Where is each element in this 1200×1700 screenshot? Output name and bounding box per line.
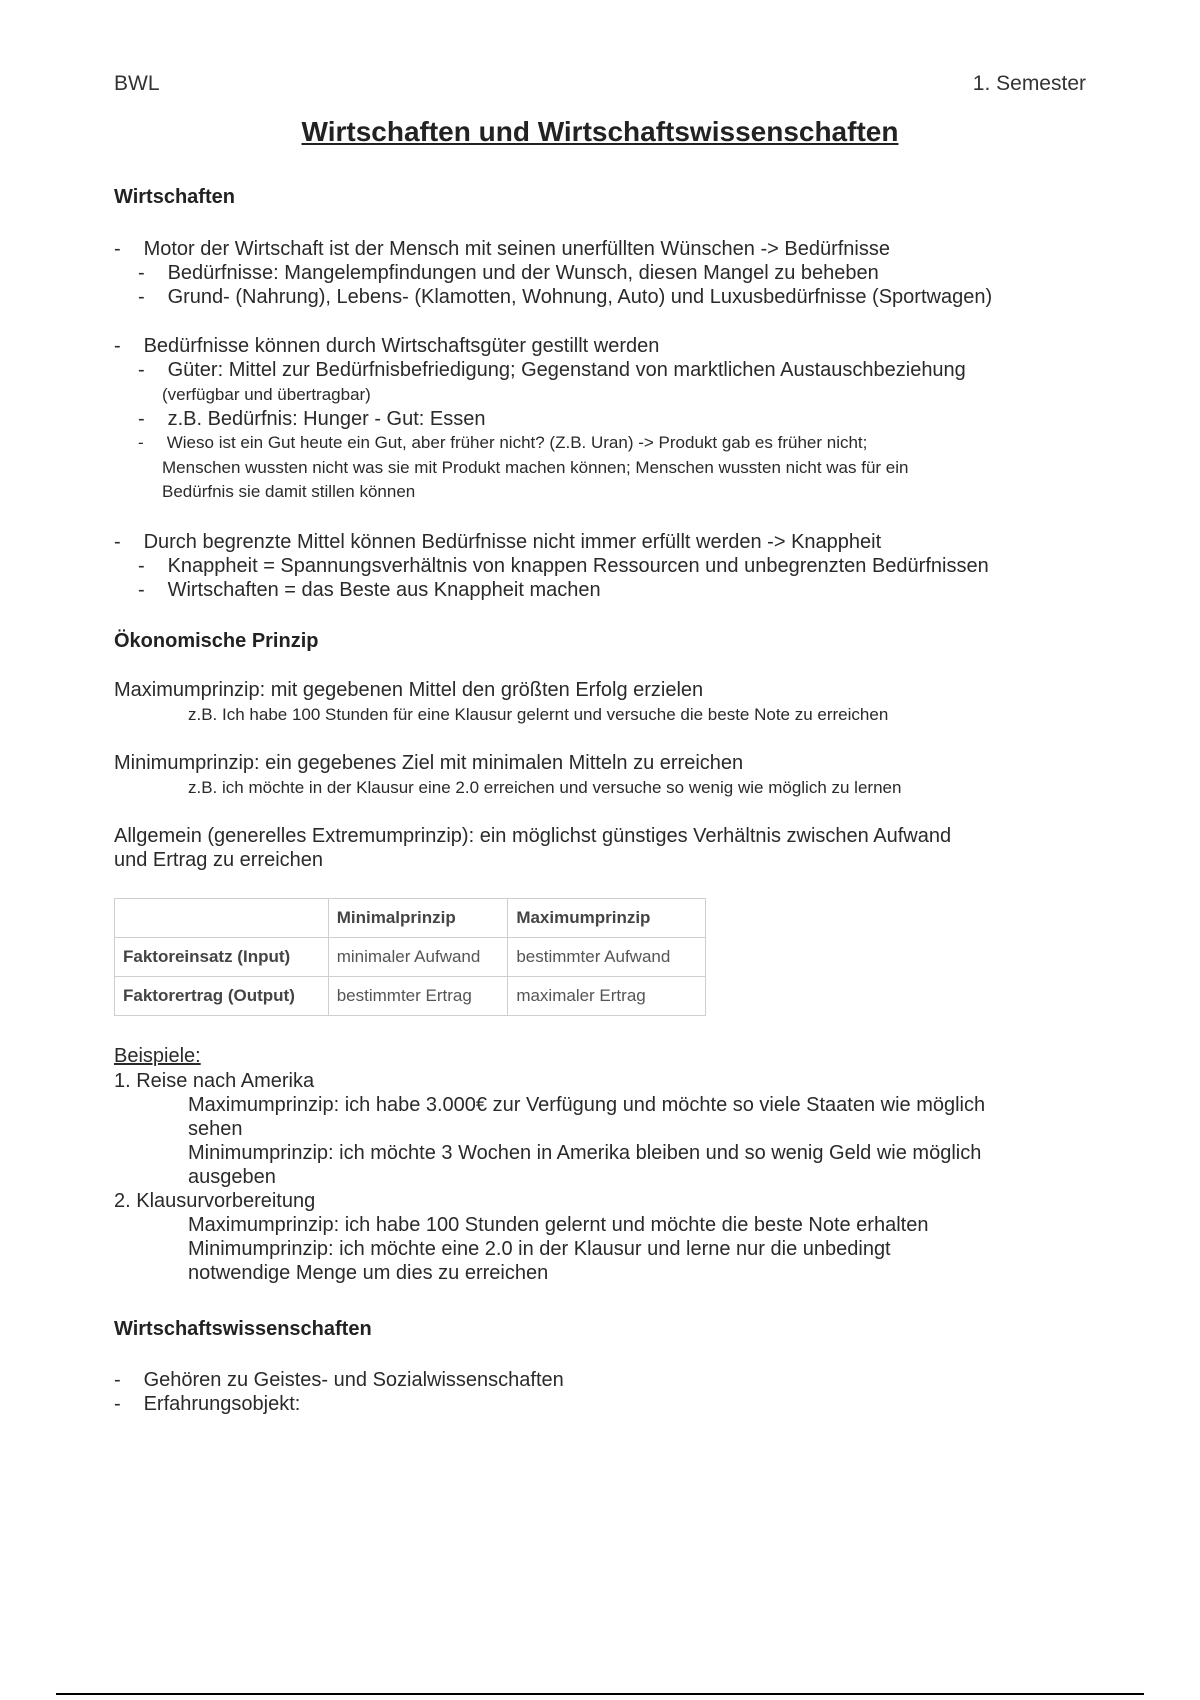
- table-row-header: Faktorertrag (Output): [115, 977, 329, 1016]
- bullet-text: Erfahrungsobjekt:: [143, 1393, 301, 1415]
- general-principle-line: und Ertrag zu erreichen: [114, 849, 324, 871]
- table-cell: bestimmter Ertrag: [328, 977, 508, 1016]
- table-cell: maximaler Ertrag: [508, 977, 706, 1016]
- sub-bullet: [138, 578, 601, 602]
- sub-bullet: [138, 431, 867, 455]
- example-line: Maximumprinzip: ich habe 100 Stunden gelernt und möchte die beste Note erhalten: [188, 1214, 929, 1236]
- bullet-text: Durch begrenzte Mittel können Bedürfnisse nicht immer erfüllt werden -> Knappheit: [143, 531, 882, 553]
- table-header-cell: [115, 899, 329, 938]
- sub-bullet-text: z.B. Bedürfnis: Hunger - Gut: Essen: [167, 408, 486, 430]
- sub-bullet: [138, 358, 966, 382]
- table-cell: minimaler Aufwand: [328, 938, 508, 977]
- bullet-knappheit: [114, 530, 881, 554]
- document-title: Wirtschaften und Wirtschaftswissenschaften: [301, 116, 899, 147]
- example-line: sehen: [188, 1118, 243, 1140]
- header-semester: 1. Semester: [972, 72, 1086, 95]
- example-line: Maximumprinzip: ich habe 3.000€ zur Verfügung und möchte so viele Staaten wie möglich: [188, 1094, 986, 1116]
- sub-bullet: [138, 554, 989, 578]
- minimum-principle-line: Minimumprinzip: ein gegebenes Ziel mit minimalen Mitteln zu erreichen: [114, 752, 744, 774]
- bullet-motor: [114, 237, 890, 261]
- section-heading-okonomische-prinzip: Ökonomische Prinzip: [114, 630, 319, 652]
- principles-table: [114, 898, 706, 1016]
- section-heading-wirtschaften: Wirtschaften: [114, 186, 235, 208]
- bullet-text: Motor der Wirtschaft ist der Mensch mit seinen unerfüllten Wünschen -> Bedürfnisse: [143, 238, 890, 260]
- bullet-text: Bedürfnisse können durch Wirtschaftsgüter gestillt werden: [143, 335, 660, 357]
- sub-bullet: [138, 285, 992, 309]
- bullet-text: Gehören zu Geistes- und Sozialwissenschaften: [143, 1369, 564, 1391]
- sub-bullet-text: Wieso ist ein Gut heute ein Gut, aber früher nicht? (Z.B. Uran) -> Produkt gab es früher nicht;: [166, 433, 868, 452]
- general-principle-line: Allgemein (generelles Extremumprinzip): ein möglichst günstiges Verhältnis zwischen Aufwand: [114, 825, 952, 847]
- sub-bullet-text: Grund- (Nahrung), Lebens- (Klamotten, Wohnung, Auto) und Luxusbedürfnisse (Sportwagen): [167, 286, 993, 308]
- header-subject: BWL: [114, 72, 160, 95]
- sub-bullet-continuation: Bedürfnis sie damit stillen können: [162, 482, 416, 501]
- examples-label: Beispiele:: [114, 1045, 201, 1067]
- table-cell: bestimmter Aufwand: [508, 938, 706, 977]
- example-line: ausgeben: [188, 1166, 276, 1188]
- sub-bullet-continuation: (verfügbar und übertragbar): [162, 385, 371, 404]
- example-line: Minimumprinzip: ich möchte 3 Wochen in Amerika bleiben und so wenig Geld wie möglich: [188, 1142, 982, 1164]
- sub-bullet: [138, 261, 879, 285]
- sub-bullet-text: Güter: Mittel zur Bedürfnisbefriedigung; Gegenstand von marktlichen Austauschbeziehung: [167, 359, 966, 381]
- bullet-guter: [114, 334, 659, 358]
- table-row: [115, 977, 706, 1016]
- footer-rule: [56, 1693, 1144, 1695]
- maximum-principle-line: Maximumprinzip: mit gegebenen Mittel den größten Erfolg erzielen: [114, 679, 704, 701]
- example-title: 2. Klausurvorbereitung: [114, 1190, 316, 1212]
- minimum-principle-example: z.B. ich möchte in der Klausur eine 2.0 erreichen und versuche so wenig wie möglich zu lernen: [188, 778, 902, 797]
- section-heading-wirtschaftswissenschaften: Wirtschaftswissenschaften: [114, 1318, 372, 1340]
- sub-bullet-continuation: Menschen wussten nicht was sie mit Produkt machen können; Menschen wussten nicht was für ein: [162, 458, 909, 477]
- sub-bullet-text: Wirtschaften = das Beste aus Knappheit machen: [167, 579, 601, 601]
- example-line: Minimumprinzip: ich möchte eine 2.0 in der Klausur und lerne nur die unbedingt: [188, 1238, 891, 1260]
- table-header-cell: Minimalprinzip: [328, 899, 508, 938]
- sub-bullet: [138, 407, 485, 431]
- bullet-erfahrungsobjekt: [114, 1392, 300, 1416]
- table-row: [115, 938, 706, 977]
- sub-bullet-text: Bedürfnisse: Mangelempfindungen und der Wunsch, diesen Mangel zu beheben: [167, 262, 879, 284]
- example-line: notwendige Menge um dies zu erreichen: [188, 1262, 549, 1284]
- example-title: 1. Reise nach Amerika: [114, 1070, 315, 1092]
- bullet-geistes: [114, 1368, 564, 1392]
- maximum-principle-example: z.B. Ich habe 100 Stunden für eine Klausur gelernt und versuche die beste Note zu erreichen: [188, 705, 889, 724]
- table-header-cell: Maximumprinzip: [508, 899, 706, 938]
- table-header-row: [115, 899, 706, 938]
- sub-bullet-text: Knappheit = Spannungsverhältnis von knappen Ressourcen und unbegrenzten Bedürfnissen: [167, 555, 989, 577]
- table-row-header: Faktoreinsatz (Input): [115, 938, 329, 977]
